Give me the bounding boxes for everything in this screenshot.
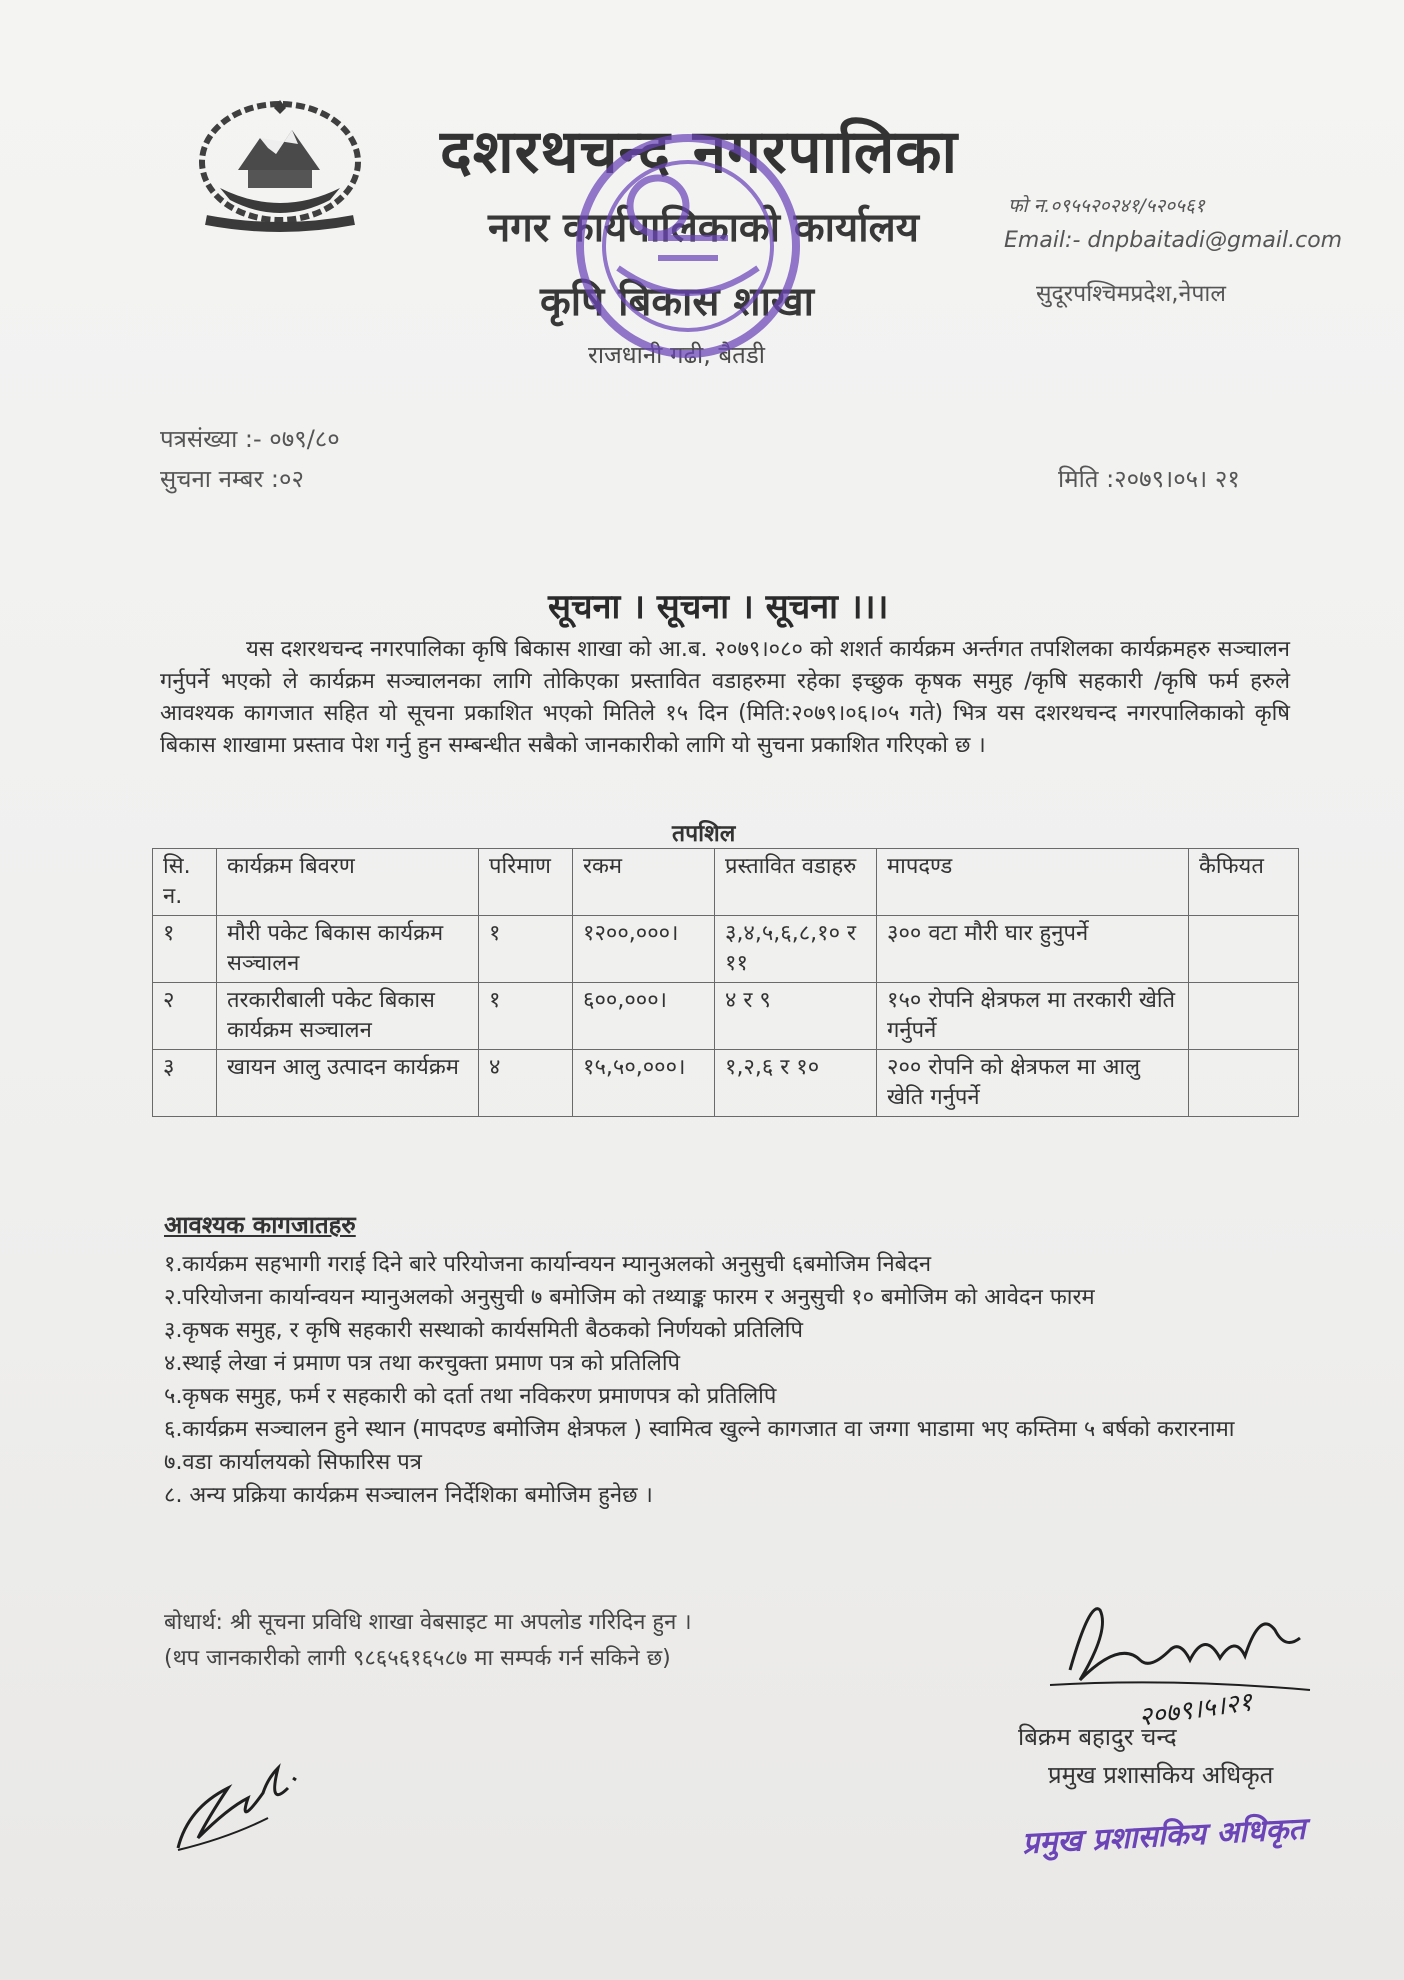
col-header-remarks: कैफियत xyxy=(1189,849,1299,916)
list-item: ४.स्थाई लेखा नं प्रमाण पत्र तथा करचुक्ता प्रमाण पत्र को प्रतिलिपि xyxy=(164,1351,681,1376)
office-seal-icon xyxy=(538,118,838,378)
cell-program: मौरी पकेट बिकास कार्यक्रम सञ्चालन xyxy=(217,916,479,983)
requirements-list xyxy=(164,1248,1274,1512)
province-name: सुदूरपश्चिमप्रदेश,नेपाल xyxy=(1036,281,1226,307)
notice-date: मिति :२०७९।०५। २१ xyxy=(1058,465,1240,493)
col-header-wards: प्रस्तावित वडाहरु xyxy=(715,849,877,916)
designation-stamp: प्रमुख प्रशासकिय अधिकृत xyxy=(1021,1811,1307,1862)
list-item: ७.वडा कार्यालयको सिफारिस पत्र xyxy=(164,1450,422,1475)
list-item: २.परियोजना कार्यान्वयन म्यानुअलको अनुसुची ७ बमोजिम को तथ्याङ्क फारम र अनुसुची १० बमोजिम को आवेदन फारम xyxy=(164,1285,1095,1310)
list-item: १.कार्यक्रम सहभागी गराई दिने बारे परियोजना कार्यान्वयन म्यानुअलको अनुसुची ६बमोजिम निबेदन xyxy=(164,1252,932,1277)
government-emblem-icon xyxy=(180,100,380,235)
cell-amount: ६००,०००। xyxy=(573,983,715,1050)
table-header-row xyxy=(153,849,1299,916)
table-title: तपशिल xyxy=(672,821,736,847)
table-row xyxy=(153,983,1299,1050)
office-name: नगर कार्यपालिकाको कार्यालय xyxy=(488,205,919,251)
col-header-program: कार्यक्रम बिवरण xyxy=(217,849,479,916)
list-item: ६.कार्यक्रम सञ्चालन हुने स्थान (मापदण्ड बमोजिम क्षेत्रफल ) स्वामित्व खुल्ने कागजात वा जग्गा भाडामा भए कम्तिमा ५ बर्षको करारनामा xyxy=(164,1417,1235,1442)
branch-name: कृषि बिकास शाखा xyxy=(540,279,815,325)
cell-remarks xyxy=(1189,983,1299,1050)
notice-number: सुचना नम्बर :०२ xyxy=(160,465,304,493)
cell-amount: १२००,०००। xyxy=(573,916,715,983)
cell-sn: १ xyxy=(153,916,217,983)
signer-name: बिक्रम बहादुर चन्द xyxy=(1018,1723,1177,1751)
cell-wards: ३,४,५,६,८,१० र ११ xyxy=(715,916,877,983)
list-item: ८. अन्य प्रक्रिया कार्यक्रम सञ्चालन निर्देशिका बमोजिम हुनेछ । xyxy=(164,1483,653,1508)
cell-program: तरकारीबाली पकेट बिकास कार्यक्रम सञ्चालन xyxy=(217,983,479,1050)
cell-quantity: १ xyxy=(479,983,573,1050)
email-address: Email:- dnpbaitadi@gmail.com xyxy=(1004,228,1343,253)
cell-quantity: ४ xyxy=(479,1050,573,1117)
requirements-heading: आवश्यक कागजातहरु xyxy=(164,1211,356,1239)
signature-date: २०७९।५।२१ xyxy=(1136,1687,1255,1733)
cell-amount: १५,५०,०००। xyxy=(573,1050,715,1117)
officer-signature-icon xyxy=(1030,1590,1330,1700)
cell-quantity: १ xyxy=(479,916,573,983)
program-table xyxy=(152,848,1299,1117)
office-address: राजधानी गढी, बैतडी xyxy=(588,341,765,369)
signer-post: प्रमुख प्रशासकिय अधिकृत xyxy=(1048,1761,1274,1789)
cell-sn: ३ xyxy=(153,1050,217,1117)
list-item: ३.कृषक समुह, र कृषि सहकारी सस्थाको कार्यसमिती बैठकको निर्णयको प्रतिलिपि xyxy=(164,1318,803,1343)
initial-signature-icon xyxy=(168,1748,318,1858)
notice-title: सूचना । सूचना । सूचना ।।। xyxy=(548,587,889,627)
table-row xyxy=(153,916,1299,983)
phone-number: फो न.०९५५२०२४१/५२०५६१ xyxy=(1008,195,1205,217)
table-row xyxy=(153,1050,1299,1117)
municipality-name: दशरथचन्द नगरपालिका xyxy=(440,117,959,187)
notice-body: यस दशरथचन्द नगरपालिका कृषि बिकास शाखा को आ.ब. २०७९।०८० को शशर्त कार्यक्रम अर्न्तगत तपशिलका कार्यक्रमहरु सञ्चालन गर्नुपर्ने भएको ले कार्यक्रम सञ्चालनका लागि तोकिएका प्रस्तावित वडाहरुमा रहेका इच्छुक कृषक समुह /कृषि सहकारी /कृषि फर्म हरुले आवश्यक कागजात सहित यो सूचना प्रकाशित भएको मितिले १५ दिन (मिति:२०७९।०६।०५ गते) भित्र यस दशरथचन्द नगरपालिकाको कृषि बिकास शाखामा प्रस्ताव पेश गर्नु हुन सम्बन्धीत सबैको जानकारीको लागि यो सुचना प्रकाशित गरिएको छ । xyxy=(160,637,1290,758)
cell-remarks xyxy=(1189,916,1299,983)
list-item: ५.कृषक समुह, फर्म र सहकारी को दर्ता तथा नविकरण प्रमाणपत्र को प्रतिलिपि xyxy=(164,1384,777,1409)
cell-criteria: १५० रोपनि क्षेत्रफल मा तरकारी खेति गर्नुपर्ने xyxy=(877,983,1189,1050)
cell-wards: ४ र ९ xyxy=(715,983,877,1050)
col-header-criteria: मापदण्ड xyxy=(877,849,1189,916)
contact-note: (थप जानकारीको लागी ९८६५६१६५८७ मा सम्पर्क गर्न सकिने छ) xyxy=(164,1646,671,1671)
letter-number: पत्रसंख्या :- ०७९/८० xyxy=(160,425,340,453)
cell-criteria: २०० रोपनि को क्षेत्रफल मा आलु खेति गर्नुपर्ने xyxy=(877,1050,1189,1117)
col-header-amount: रकम xyxy=(573,849,715,916)
col-header-quantity: परिमाण xyxy=(479,849,573,916)
cell-wards: १,२,६ र १० xyxy=(715,1050,877,1117)
cell-program: खायन आलु उत्पादन कार्यक्रम xyxy=(217,1050,479,1117)
cc-note: बोधार्थ: श्री सूचना प्रविधि शाखा वेबसाइट मा अपलोड गरिदिन हुन । xyxy=(164,1610,692,1635)
cell-sn: २ xyxy=(153,983,217,1050)
cell-remarks xyxy=(1189,1050,1299,1117)
cell-criteria: ३०० वटा मौरी घार हुनुपर्ने xyxy=(877,916,1189,983)
col-header-sn: सि. न. xyxy=(153,849,217,916)
